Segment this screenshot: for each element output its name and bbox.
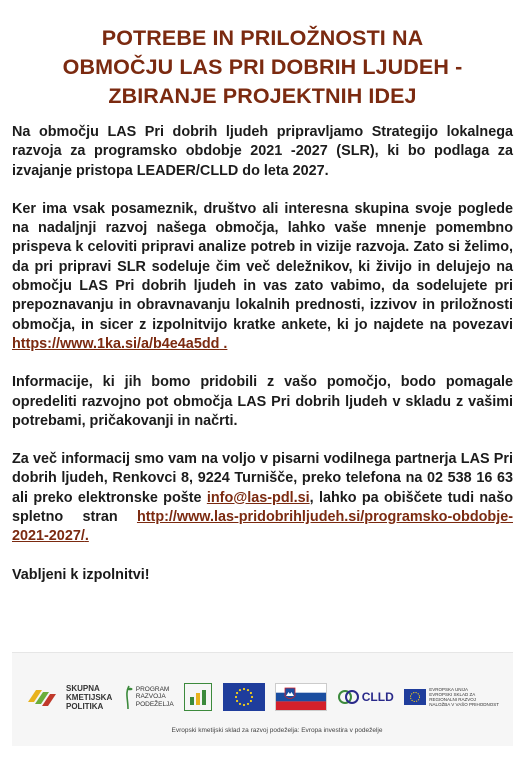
eu-regional-fund-logo (404, 687, 499, 708)
skp-logo-icon (26, 684, 60, 710)
paragraph-contact-text: Za več informacij smo vam na voljo v pisarni vodilnega partnerja LAS Pri dobrih ljudeh, Renkovci 8, 9224 Turnišče, preko telefona na 02 538 16 63 ali preko elektronske pošte (12, 451, 513, 506)
clld-logo (338, 688, 394, 706)
title-line-2: OBMOČJU LAS PRI DOBRIH LJUDEH - (62, 55, 463, 79)
survey-link[interactable]: https://www.1ka.si/a/b4e4a5dd (12, 335, 220, 352)
slovenia-flag-icon (275, 683, 327, 711)
paragraph-survey (12, 200, 513, 354)
eu-star (247, 703, 249, 705)
program-logo-line-3: PODEŽELJA (135, 700, 174, 708)
title-line-3: ZBIRANJE PROJEKTNIH IDEJ (108, 84, 417, 108)
clld-logo-text: CLLD (361, 690, 394, 704)
leader-logo-icon (184, 683, 212, 711)
website-link[interactable]: http://www.las-pridobrihljudeh.si/programsko-obdobje-2021-2027/ (12, 509, 513, 545)
eu-logo-line-2: EVROPSKI SKLAD ZA (429, 691, 476, 697)
eu-star (250, 700, 252, 702)
paragraph-contact (12, 450, 513, 546)
eu-star (243, 688, 245, 690)
skp-logo (26, 684, 112, 711)
eu-star (239, 689, 241, 691)
paragraph-contact-text-2: , lahko pa obiščete tudi našo spletno stran (12, 489, 513, 526)
eu-regional-fund-logo-icon (404, 689, 426, 705)
page-title (0, 0, 525, 111)
clld-logo-icon (338, 688, 360, 706)
survey-link-end[interactable]: . (219, 335, 228, 352)
eu-star (250, 692, 252, 694)
eu-star (251, 696, 253, 698)
eu-logo-line-4: NALOŽBA V VAŠO PRIHODNOST (429, 702, 499, 708)
logo-strip (26, 667, 499, 727)
paragraph-intro: Na območju LAS Pri dobrih ljudeh pripravljamo Strategijo lokalnega razvoja za programsko obdobje 2021 -2027 (SLR), ki bo podlaga za izvajanje pristopa LEADER/CLLD do leta 2027. (12, 124, 513, 179)
paragraph-survey-text: Ker ima vsak posameznik, društvo ali interesna skupina svoje poglede na nadaljnji razvoj našega območja, lahko vaše mnenje pomembno prispeva k celoviti pripravi analize potreb in vizije razvoja. Zato si želimo, da pri pripravi SLR sodeluje čim več deležnikov, ki živijo in delujejo na območju LAS Pri dobrih ljudeh in vas zato vabimo, da sodelujete pri prepoznavanju in obravnavanju lokalnih prednosti, izzivov in priložnosti območja, in sicer z izpolnitvijo (12, 200, 513, 333)
program-logo-line-2: RAZVOJA (135, 693, 166, 701)
eu-star (243, 704, 245, 706)
eu-logo-line-3: REGIONALNI RAZVOJ (429, 697, 477, 702)
eu-star (236, 692, 238, 694)
skp-logo-line-1: SKUPNA (66, 683, 100, 693)
eu-star (236, 700, 238, 702)
eu-flag-icon (223, 683, 265, 711)
title-line-1: POTREBE IN PRILOŽNOSTI NA (101, 26, 424, 50)
eu-star (247, 689, 249, 691)
skp-logo-line-3: POLITIKA (66, 701, 104, 711)
website-link-end[interactable]: . (84, 528, 89, 545)
eu-star (235, 696, 237, 698)
partner-logos-footer (12, 652, 513, 746)
eu-star (239, 703, 241, 705)
emphasis-kratke: kratke (233, 316, 276, 333)
closing-line: Vabljeni k izpolnitvi! (12, 566, 150, 583)
eu-logo-line-1: EVROPSKA UNIJA (429, 686, 469, 692)
skp-logo-line-2: KMETIJSKA (66, 692, 113, 702)
program-razvoja-logo (123, 683, 174, 711)
paragraph-survey-text-2: ankete, ki jo najdete na povezavi (275, 316, 513, 333)
email-link[interactable]: info@las-pdl.si (206, 489, 310, 506)
article-body (0, 111, 525, 585)
program-logo-line-1: PROGRAM (135, 685, 170, 693)
eafrd-caption: Evropski kmetijski sklad za razvoj podeželja: Evropa investira v podeželje (171, 727, 383, 734)
program-razvoja-logo-icon (123, 683, 133, 711)
paragraph-information: Informacije, ki jih bomo pridobili z vašo pomočjo, bodo pomagale opredeliti razvojno pot območja LAS Pri dobrih ljudeh v skladu z vašimi potrebami, pričakovanji in načrti. (12, 374, 513, 429)
